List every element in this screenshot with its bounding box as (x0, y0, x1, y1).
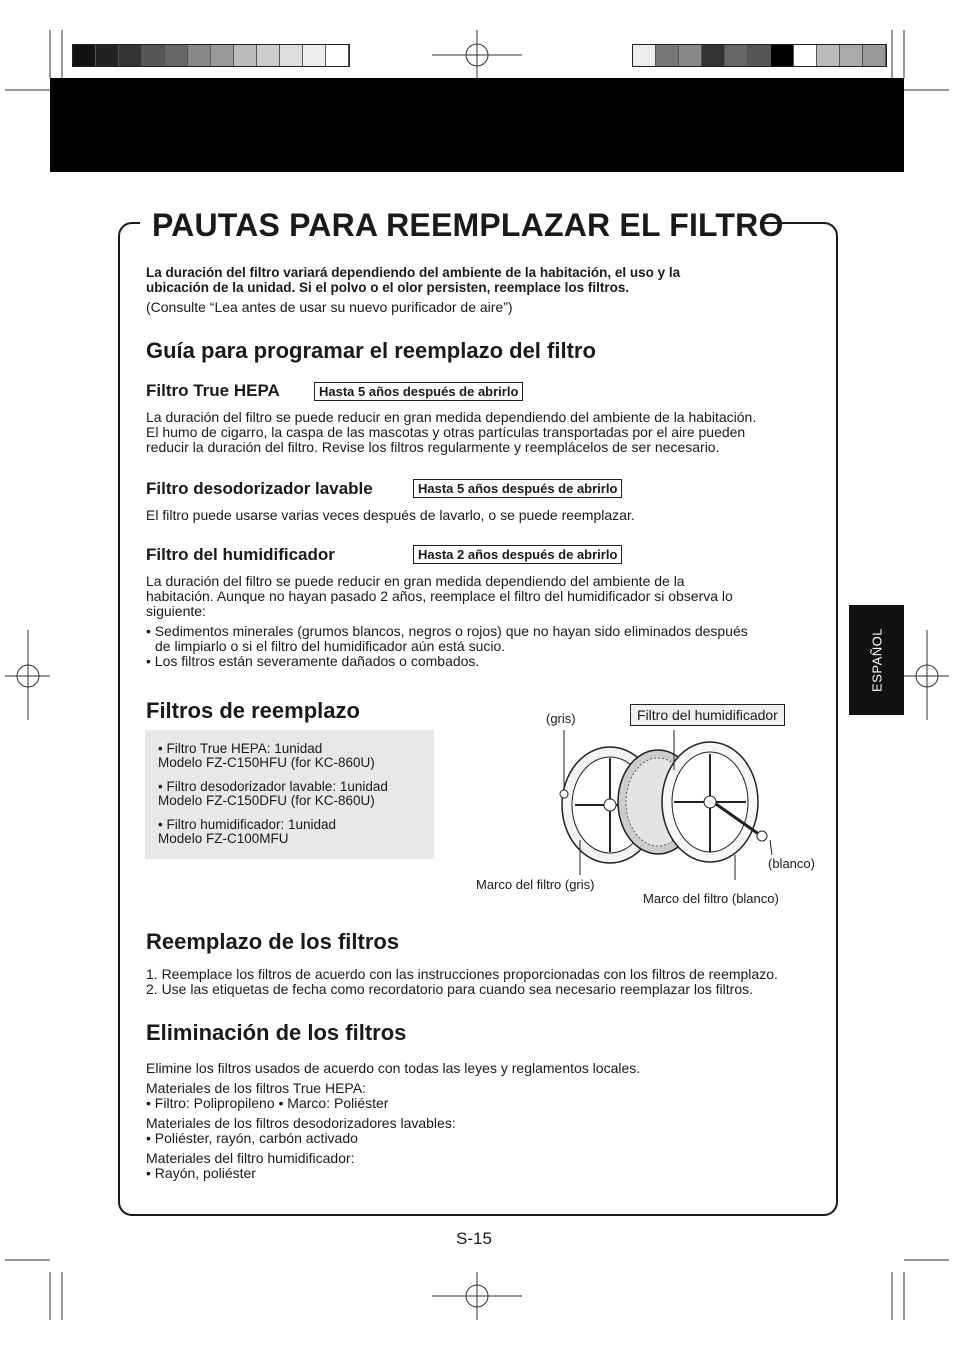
humidifier-tag: Hasta 2 años después de abrirlo (413, 545, 622, 564)
disposal-humidifier-value: • Rayón, poliéster (146, 1165, 256, 1181)
humidifier-text-2: habitación. Aunque no hayan pasado 2 años, reemplace el filtro del humidificador si observa lo (146, 588, 733, 604)
replace-heading: Reemplazo de los filtros (146, 929, 400, 954)
replacement-item-2a: • Filtro desodorizador lavable: 1unidad (158, 779, 388, 794)
humidifier-callout: Filtro del humidificador (630, 704, 785, 726)
guide-heading: Guía para programar el reemplazo del filtro (146, 338, 596, 363)
humidifier-bullet-2: • Los filtros están severamente dañados o combados. (146, 653, 480, 669)
hepa-text-3: reducir la duración del filtro. Revise los filtros regularmente y reemplácelos de ser necesario. (146, 439, 720, 455)
hepa-text-1: La duración del filtro se puede reducir en gran medida dependiendo del ambiente de la habitación. (146, 409, 757, 425)
disposal-humidifier-label: Materiales del filtro humidificador: (146, 1150, 355, 1166)
color-bar-left (72, 44, 350, 67)
disposal-hepa-label: Materiales de los filtros True HEPA: (146, 1080, 366, 1096)
language-tab (849, 605, 904, 715)
disposal-deodorizer-label: Materiales de los filtros desodorizadores lavables: (146, 1115, 456, 1131)
deodorizer-title: Filtro desodorizador lavable (146, 479, 373, 498)
page-title: PAUTAS PARA REEMPLAZAR EL FILTRO (152, 207, 784, 243)
intro-line-2: ubicación de la unidad. Si el polvo o el olor persisten, reemplace los filtros. (146, 280, 630, 295)
humidifier-text-1: La duración del filtro se puede reducir en gran medida dependiendo del ambiente de la (146, 573, 685, 589)
hepa-tag: Hasta 5 años después de abrirlo (314, 382, 523, 401)
disposal-hepa-value: • Filtro: Polipropileno • Marco: Poliéster (146, 1095, 389, 1111)
replacement-item-3a: • Filtro humidificador: 1unidad (158, 817, 337, 832)
deodorizer-text: El filtro puede usarse varias veces después de lavarlo, o se puede reemplazar. (146, 507, 635, 523)
language-tab-label: ESPAÑOL (869, 628, 884, 692)
replacement-item-1a: • Filtro True HEPA: 1unidad (158, 741, 323, 756)
replace-step-2: 2. Use las etiquetas de fecha como recordatorio para cuando sea necesario reemplazar los filtros. (146, 981, 753, 997)
color-bar-right (632, 44, 887, 67)
header-band (50, 78, 904, 172)
replacement-item-3b: Modelo FZ-C100MFU (158, 831, 289, 846)
hepa-text-2: El humo de cigarro, la caspa de las mascotas y otras partículas transportadas por el aire pueden (146, 424, 746, 440)
replace-step-1: 1. Reemplace los filtros de acuerdo con las instrucciones proporcionadas con los filtros de reemplazo. (146, 966, 778, 982)
replacement-item-1b: Modelo FZ-C150HFU (for KC-860U) (158, 755, 375, 770)
intro-note: (Consulte “Lea antes de usar su nuevo purificador de aire”) (146, 299, 513, 315)
label-gris: (gris) (546, 711, 576, 726)
deodorizer-tag: Hasta 5 años después de abrirlo (413, 479, 622, 498)
filter-diagram (540, 730, 790, 880)
intro-line-1: La duración del filtro variará dependiendo del ambiente de la habitación, el uso y la (146, 265, 681, 280)
disposal-deodorizer-value: • Poliéster, rayón, carbón activado (146, 1130, 358, 1146)
label-frame-gris: Marco del filtro (gris) (476, 877, 595, 892)
replacement-heading: Filtros de reemplazo (146, 698, 360, 723)
humidifier-bullet-1b: de limpiarlo o si el filtro del humidificador aún está sucio. (155, 638, 506, 654)
humidifier-title: Filtro del humidificador (146, 545, 335, 564)
disposal-intro: Elimine los filtros usados de acuerdo con todas las leyes y reglamentos locales. (146, 1060, 641, 1076)
disposal-heading: Eliminación de los filtros (146, 1020, 407, 1045)
replacement-item-2b: Modelo FZ-C150DFU (for KC-860U) (158, 793, 375, 808)
humidifier-text-3: siguiente: (146, 603, 206, 619)
hepa-title: Filtro True HEPA (146, 381, 280, 400)
label-frame-blanco: Marco del filtro (blanco) (643, 891, 779, 906)
humidifier-bullet-1: • Sedimentos minerales (grumos blancos, negros o rojos) que no hayan sido eliminados después (146, 623, 748, 639)
label-blanco: (blanco) (768, 856, 815, 871)
page-number: S-15 (456, 1229, 492, 1248)
